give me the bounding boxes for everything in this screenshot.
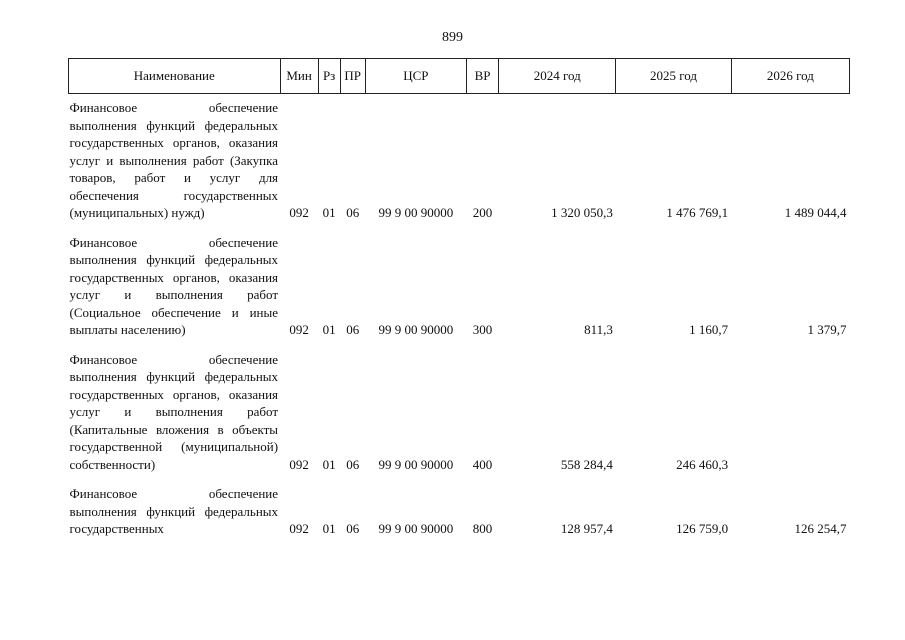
row-2026 xyxy=(731,346,849,481)
table-row xyxy=(69,480,850,545)
row-min: 092 xyxy=(289,521,309,536)
row-name: Финансовое обеспечение выполнения функций федеральных государственных xyxy=(69,486,279,536)
row-2024: 811,3 xyxy=(584,322,613,337)
row-rz: 01 xyxy=(322,322,336,337)
budget-table xyxy=(68,58,850,545)
row-pr: 06 xyxy=(346,521,360,536)
row-2026: 1 379,7 xyxy=(807,322,847,337)
row-min: 092 xyxy=(289,205,309,220)
row-min: 092 xyxy=(289,322,309,337)
row-2026: 1 489 044,4 xyxy=(784,205,847,220)
row-pr: 06 xyxy=(346,322,360,337)
table-row xyxy=(69,94,850,229)
row-vr: 300 xyxy=(472,322,493,337)
page-number: 899 xyxy=(442,30,463,45)
header-vr: ВР xyxy=(466,59,498,94)
row-vr: 200 xyxy=(472,205,493,220)
row-2025: 246 460,3 xyxy=(676,456,729,472)
row-2025: 126 759,0 xyxy=(676,521,729,536)
header-name: Наименование xyxy=(69,59,281,94)
row-pr: 06 xyxy=(346,205,360,220)
row-min: 092 xyxy=(289,456,309,472)
header-2025: 2025 год xyxy=(616,59,731,94)
row-vr: 800 xyxy=(472,521,493,536)
row-name: Финансовое обеспечение выполнения функций федеральных государственных органов, оказания услуг и выполнения работ (Капитальные вложения в объекты государственной (муниципальной) собственности) xyxy=(69,351,279,472)
row-csr: 99 9 00 90000 xyxy=(378,322,454,337)
table-header-row xyxy=(69,59,850,94)
row-csr: 99 9 00 90000 xyxy=(378,521,454,536)
header-2026: 2026 год xyxy=(731,59,849,94)
header-min: Мин xyxy=(280,59,318,94)
row-name: Финансовое обеспечение выполнения функций федеральных государственных органов, оказания услуг и выполнения работ (Закупка товаров, работ и услуг для обеспечения государственных (муниципальных) нужд) xyxy=(69,100,279,220)
table-row xyxy=(69,229,850,346)
row-csr: 99 9 00 90000 xyxy=(378,456,454,472)
table-row xyxy=(69,346,850,481)
row-rz: 01 xyxy=(322,205,336,220)
row-2024: 128 957,4 xyxy=(560,521,613,536)
header-pr: ПР xyxy=(340,59,365,94)
row-rz: 01 xyxy=(322,456,336,472)
header-rz: Рз xyxy=(318,59,340,94)
row-name: Финансовое обеспечение выполнения функций федеральных государственных органов, оказания услуг и выполнения работ (Социальное обеспечение и иные выплаты населению) xyxy=(69,234,279,337)
row-csr: 99 9 00 90000 xyxy=(378,205,454,220)
row-2024: 558 284,4 xyxy=(560,456,613,472)
row-rz: 01 xyxy=(322,521,336,536)
row-vr: 400 xyxy=(472,456,493,472)
row-2025: 1 476 769,1 xyxy=(666,205,729,220)
row-2024: 1 320 050,3 xyxy=(551,205,613,220)
header-csr: ЦСР xyxy=(365,59,466,94)
header-2024: 2024 год xyxy=(499,59,616,94)
row-2026: 126 254,7 xyxy=(794,521,847,536)
row-pr: 06 xyxy=(346,456,360,472)
row-2025: 1 160,7 xyxy=(689,322,729,337)
